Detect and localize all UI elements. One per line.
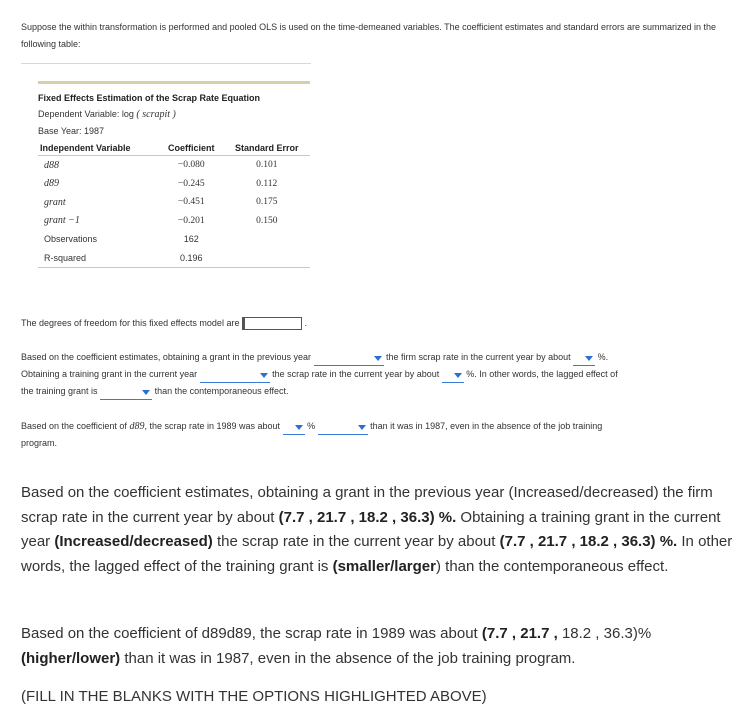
row-standard-error: 0.150	[256, 215, 278, 226]
row-coefficient: −0.245	[177, 178, 205, 189]
chevron-down-icon	[295, 425, 303, 430]
row-coefficient: −0.451	[177, 197, 205, 208]
row-variable: grant	[44, 196, 66, 208]
row-standard-error: 0.175	[256, 197, 278, 208]
coefficient-table	[38, 141, 310, 268]
row-standard-error	[224, 249, 310, 268]
degrees-of-freedom-question: The degrees of freedom for this fixed effects model are .	[21, 315, 307, 332]
table-row	[38, 230, 310, 249]
row-standard-error	[224, 230, 310, 249]
chevron-down-icon	[454, 373, 462, 378]
header-independent-variable: Independent Variable	[38, 141, 159, 156]
chevron-down-icon	[374, 356, 382, 361]
row-coefficient: 0.196	[159, 249, 224, 268]
row-coefficient: −0.201	[177, 215, 205, 226]
dependent-variable: Dependent Variable: log ( scrapit )	[38, 109, 176, 120]
row-variable: Observations	[44, 234, 98, 245]
lagged-grant-percent-dropdown[interactable]	[573, 353, 595, 366]
instructions-footer: (FILL IN THE BLANKS WITH THE OPTIONS HIGHLIGHTED ABOVE)	[21, 688, 487, 705]
table-row	[38, 175, 310, 194]
chevron-down-icon	[142, 390, 150, 395]
header-coefficient: Coefficient	[159, 141, 224, 156]
row-coefficient: −0.080	[177, 160, 205, 171]
table-row	[38, 193, 310, 212]
table-row	[38, 249, 310, 268]
instructions-paragraph-2: Based on the coefficient of d89d89, the scrap rate in 1989 was about (7.7 , 21.7 , 18.2 , 36.3)% (higher/lower) than it was in 1987, even in the absence of the job training program.	[21, 625, 652, 667]
chevron-down-icon	[585, 356, 593, 361]
chevron-down-icon	[358, 425, 366, 430]
row-standard-error: 0.101	[256, 160, 278, 171]
lagged-vs-contemporaneous-dropdown[interactable]	[100, 387, 152, 400]
d89-direction-dropdown[interactable]	[318, 422, 368, 435]
degrees-of-freedom-input[interactable]	[242, 317, 302, 330]
table-row	[38, 212, 310, 231]
base-year: Base Year: 1987	[38, 126, 105, 136]
row-standard-error: 0.112	[256, 178, 278, 189]
row-variable: R-squared	[38, 249, 159, 268]
fixed-effects-table-box	[38, 81, 310, 268]
lagged-grant-direction-dropdown[interactable]	[314, 353, 384, 366]
intro-text: Suppose the within transformation is performed and pooled OLS is used on the time-demeaned variables. The coefficient estimates and standard errors are summarized in the following table:	[21, 22, 717, 49]
row-variable: d89	[44, 178, 59, 190]
d89-percent-dropdown[interactable]	[283, 422, 305, 435]
row-variable: d88	[44, 159, 59, 171]
row-coefficient: 162	[183, 234, 199, 245]
current-grant-direction-dropdown[interactable]	[200, 370, 270, 383]
table-title: Fixed Effects Estimation of the Scrap Rate Equation	[38, 93, 261, 103]
chevron-down-icon	[260, 373, 268, 378]
current-grant-percent-dropdown[interactable]	[442, 370, 464, 383]
table-row	[38, 156, 310, 175]
grant-effect-question: Based on the coefficient estimates, obtaining a grant in the previous year the firm scrap rate in the current year by about %. Obtaining a training grant in the current year the scrap rate in the current year by about %. In other words, the lagged effect of the training grant is than the contemporaneous effect.	[21, 349, 731, 400]
table-top-bar	[38, 81, 310, 84]
row-variable: grant −1	[44, 215, 80, 227]
instructions-paragraph-1: Based on the coefficient estimates, obtaining a grant in the previous year (Increased/decreased) the firm scrap rate in the current year by about (7.7 , 21.7 , 18.2 , 36.3) %. Obtaining a training grant in the current year (Increased/decreased) the scrap rate in the current year by about (7.7 , 21.7 , 18.2 , 36.3) %. In other words, the lagged effect of the training grant is (smaller/larger) than the contemporaneous effect.	[21, 484, 733, 575]
header-standard-error: Standard Error	[224, 141, 310, 156]
d89-question: Based on the coefficient of d89, the scrap rate in 1989 was about % than it was in 1987, even in the absence of the job training program.	[21, 421, 603, 448]
divider	[21, 63, 311, 64]
